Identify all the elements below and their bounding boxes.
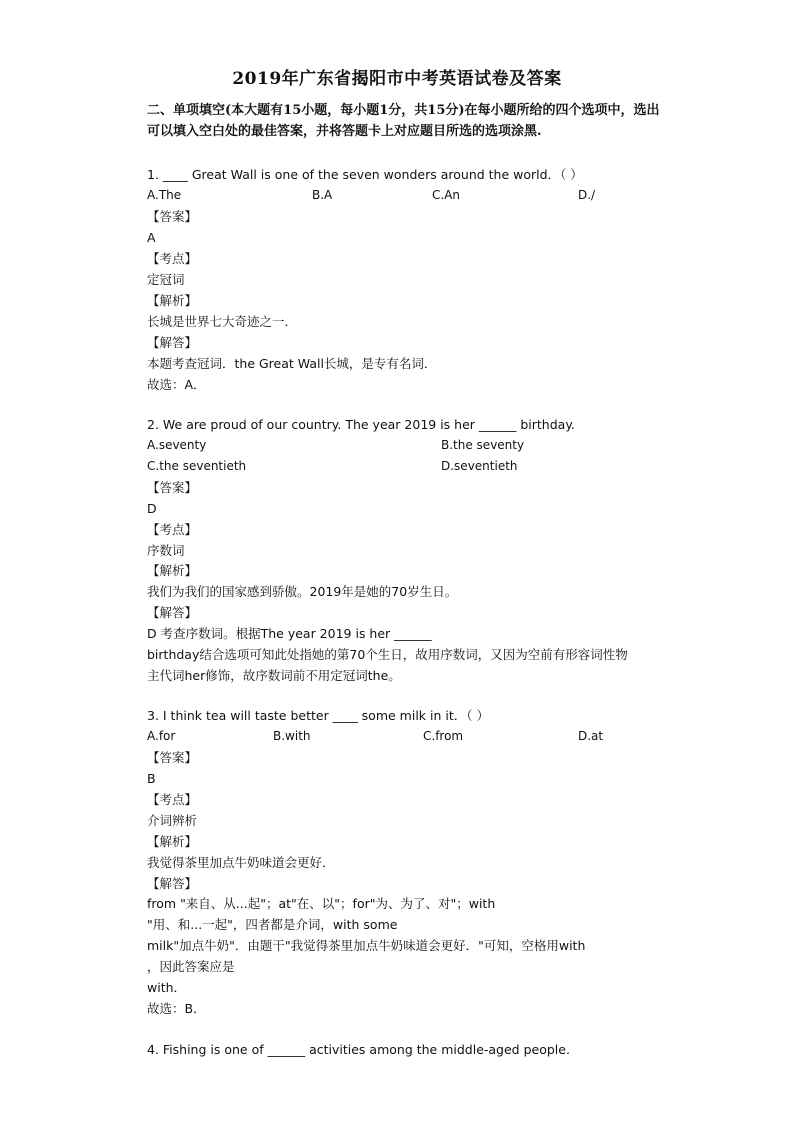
question-3-answer: B (147, 771, 156, 786)
question-3-option-a: A.for (147, 729, 176, 743)
question-3-solution-line-5: with． (147, 980, 187, 995)
question-2-solution-line-2: birthday结合选项可知此处指她的第70个生日，故用序数词，又因为空前有形容词性物 (147, 647, 628, 662)
question-2-analysis-header: 【解析】 (147, 563, 198, 578)
question-1-answer: A (147, 230, 156, 245)
question-1-solution-line-1: 本题考查冠词．the Great Wall长城，是专有名词． (147, 356, 437, 371)
question-3-answer-header: 【答案】 (147, 750, 198, 765)
question-2-analysis: 我们为我们的国家感到骄傲。2019年是她的70岁生日。 (147, 584, 458, 599)
question-3-option-d: D.at (578, 729, 604, 743)
question-3-solution-line-2: "用、和...一起"，四者都是介词，with some (147, 917, 398, 932)
section-instructions-line-2: 可以填入空白处的最佳答案，并将答题卡上对应题目所选的选项涂黑. (147, 124, 542, 139)
question-3-solution-header: 【解答】 (147, 876, 198, 891)
question-1-option-a: A.The (147, 188, 182, 202)
question-1-option-b: B.A (312, 188, 333, 202)
question-1-option-d: D./ (578, 188, 596, 202)
question-2-point-header: 【考点】 (147, 522, 198, 537)
question-1-point: 定冠词 (147, 272, 185, 287)
question-3-analysis-header: 【解析】 (147, 834, 198, 849)
question-1-analysis: 长城是世界七大奇迹之一． (147, 314, 298, 329)
question-3-solution-line-4: ，因此答案应是 (147, 959, 235, 974)
question-3-option-b: B.with (273, 729, 311, 743)
question-3-point: 介词辨析 (147, 813, 198, 828)
question-2-solution-line-3: 主代词her修饰，故序数词前不用定冠词the。 (147, 668, 401, 683)
question-3-option-c: C.from (423, 729, 464, 743)
question-1-solution-line-2: 故选：A． (147, 377, 206, 392)
question-1-solution-header: 【解答】 (147, 335, 198, 350)
question-1-analysis-header: 【解析】 (147, 293, 198, 308)
page-title: 2019年广东省揭阳市中考英语试卷及答案 (232, 69, 562, 89)
question-3-point-header: 【考点】 (147, 792, 198, 807)
question-2-answer: D (147, 501, 157, 516)
question-2-solution-line-1: D 考查序数词。根据The year 2019 is her ______ (147, 626, 432, 641)
question-2-option-a: A.seventy (147, 438, 207, 452)
section-instructions-line-1: 二、单项填空(本大题有15小题，每小题1分，共15分)在每小题所给的四个选项中，选出 (147, 103, 660, 118)
question-4-stem: 4. Fishing is one of ______ activities among the middle-aged people. (147, 1042, 570, 1057)
question-2-solution-header: 【解答】 (147, 605, 198, 620)
question-3-solution-line-3: milk"加点牛奶"．由题干"我觉得茶里加点牛奶味道会更好．"可知，空格用with (147, 938, 586, 953)
question-1-stem: 1. ____ Great Wall is one of the seven wonders around the world．（ ） (147, 167, 583, 182)
question-1-point-header: 【考点】 (147, 251, 198, 266)
question-2-answer-header: 【答案】 (147, 480, 198, 495)
question-1-option-c: C.An (432, 188, 461, 202)
question-3-stem: 3. I think tea will taste better ____ some milk in it．（ ） (147, 708, 489, 723)
question-3-solution-line-1: from "来自、从...起"；at"在、以"；for"为、为了、对"；with (147, 896, 496, 911)
question-3-solution-line-6: 故选：B． (147, 1001, 206, 1016)
question-2-option-d: D.seventieth (441, 459, 518, 473)
question-2-option-c: C.the seventieth (147, 459, 247, 473)
question-2-stem: 2. We are proud of our country. The year 2019 is her ______ birthday. (147, 417, 575, 432)
question-2-option-b: B.the seventy (441, 438, 525, 452)
question-1-answer-header: 【答案】 (147, 209, 198, 224)
question-2-point: 序数词 (147, 543, 185, 558)
question-3-analysis: 我觉得茶里加点牛奶味道会更好． (147, 855, 335, 870)
